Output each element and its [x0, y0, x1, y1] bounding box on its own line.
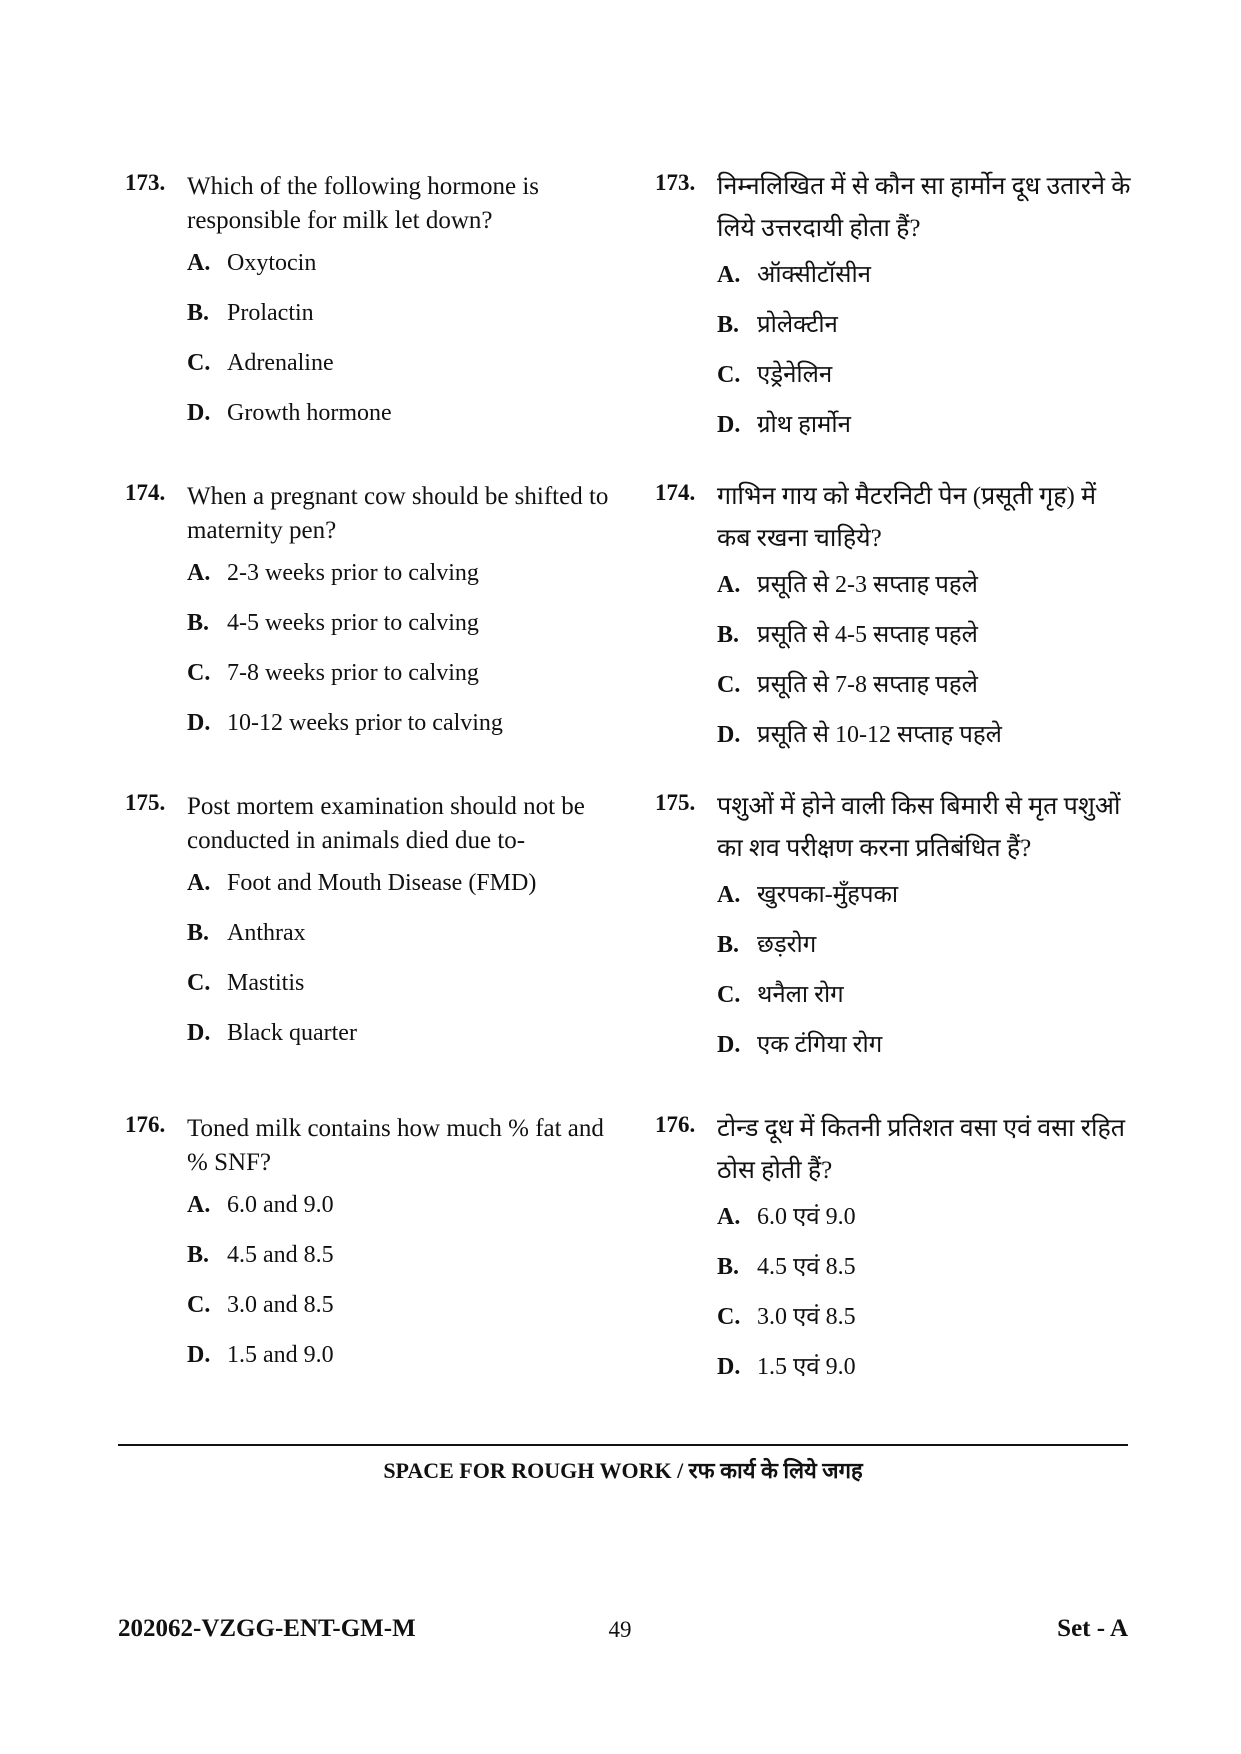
option-letter: B.	[187, 920, 210, 946]
option-a	[717, 260, 1135, 310]
set-label: Set - A	[1057, 1615, 1128, 1642]
question-175-en	[125, 790, 625, 1068]
option-letter: A.	[187, 250, 211, 276]
option-d	[717, 1352, 1135, 1402]
option-c	[717, 670, 1135, 720]
options-list	[655, 880, 1135, 1080]
option-text: Oxytocin	[227, 250, 317, 276]
option-letter: C.	[717, 982, 741, 1008]
option-b	[187, 608, 625, 658]
option-text: प्रसूति से 4-5 सप्ताह पहले	[757, 622, 978, 648]
question-text: Post mortem examination should not be conducted in animals died due to-	[187, 793, 585, 854]
question-174-en	[125, 480, 625, 758]
option-text: Black quarter	[227, 1020, 357, 1046]
option-text: 10-12 weeks prior to calving	[227, 710, 503, 736]
option-letter: D.	[187, 710, 211, 736]
question-number: 173.	[655, 170, 696, 195]
option-c	[187, 348, 625, 398]
option-c	[187, 658, 625, 708]
option-a	[187, 868, 625, 918]
option-letter: A.	[187, 1192, 211, 1218]
option-text: Adrenaline	[227, 350, 334, 376]
option-text: 1.5 एवं 9.0	[757, 1354, 856, 1380]
option-letter: C.	[187, 660, 211, 686]
option-letter: C.	[717, 362, 741, 388]
option-letter: B.	[717, 1254, 740, 1280]
question-number: 176.	[125, 1112, 166, 1137]
option-d	[187, 1340, 625, 1390]
question-text: पशुओं में होने वाली किस बिमारी से मृत पशुओं का शव परीक्षण करना प्रतिबंधित हैं?	[717, 793, 1121, 862]
option-c	[187, 1290, 625, 1340]
option-letter: A.	[717, 1204, 741, 1230]
option-b	[717, 930, 1135, 980]
option-a	[717, 570, 1135, 620]
question-number: 175.	[655, 790, 696, 815]
option-text: Foot and Mouth Disease (FMD)	[227, 870, 537, 896]
option-text: Growth hormone	[227, 400, 392, 426]
option-text: प्रोलेक्टीन	[757, 312, 838, 338]
option-a	[187, 248, 625, 298]
option-text: Mastitis	[227, 970, 305, 996]
option-c	[717, 1302, 1135, 1352]
option-c	[187, 968, 625, 1018]
option-letter: D.	[717, 412, 741, 438]
option-letter: A.	[717, 572, 741, 598]
question-173-hi	[655, 166, 1135, 460]
page-number: 49	[608, 1617, 632, 1642]
option-text: 3.0 एवं 8.5	[757, 1304, 856, 1330]
option-d	[187, 1018, 625, 1068]
options-list	[125, 868, 625, 1068]
option-letter: C.	[717, 1304, 741, 1330]
question-number: 175.	[125, 790, 166, 815]
options-list	[655, 260, 1135, 460]
options-list	[125, 1190, 625, 1390]
option-text: खुरपका-मुँहपका	[757, 882, 899, 908]
option-letter: D.	[717, 1354, 741, 1380]
option-d	[717, 720, 1135, 770]
question-number: 174.	[655, 480, 696, 505]
option-a	[717, 880, 1135, 930]
option-c	[717, 980, 1135, 1030]
option-letter: A.	[717, 262, 741, 288]
option-text: Prolactin	[227, 300, 314, 326]
option-text: प्रसूति से 7-8 सप्ताह पहले	[757, 672, 978, 698]
option-text: 7-8 weeks prior to calving	[227, 660, 479, 686]
option-text: छड़रोग	[757, 932, 817, 958]
option-letter: B.	[187, 1242, 210, 1268]
question-number: 173.	[125, 170, 166, 195]
option-letter: B.	[187, 610, 210, 636]
question-text: निम्नलिखित में से कौन सा हार्मोन दूध उतारने के लिये उत्तरदायी होता हैं?	[717, 173, 1131, 242]
option-text: 6.0 एवं 9.0	[757, 1204, 856, 1230]
option-text: एक टंगिया रोग	[757, 1032, 883, 1058]
option-text: ऑक्सीटॉसीन	[757, 262, 871, 288]
option-letter: D.	[187, 400, 211, 426]
options-list	[655, 570, 1135, 770]
options-list	[655, 1202, 1135, 1402]
option-letter: B.	[717, 932, 740, 958]
option-text: प्रसूति से 2-3 सप्ताह पहले	[757, 572, 978, 598]
paper-code: 202062-VZGG-ENT-GM-M	[118, 1615, 416, 1642]
option-letter: C.	[187, 350, 211, 376]
option-letter: B.	[187, 300, 210, 326]
option-text: 6.0 and 9.0	[227, 1192, 334, 1218]
option-letter: C.	[717, 672, 741, 698]
option-text: 2-3 weeks prior to calving	[227, 560, 479, 586]
question-text: Which of the following hormone is responsible for milk let down?	[187, 173, 540, 234]
question-number: 176.	[655, 1112, 696, 1137]
option-letter: B.	[717, 312, 740, 338]
option-letter: D.	[717, 1032, 741, 1058]
option-text: Anthrax	[227, 920, 306, 946]
option-b	[187, 1240, 625, 1290]
option-b	[717, 1252, 1135, 1302]
question-173-en	[125, 170, 625, 448]
option-d	[717, 1030, 1135, 1080]
option-text: प्रसूति से 10-12 सप्ताह पहले	[757, 722, 1002, 748]
option-letter: D.	[187, 1020, 211, 1046]
option-b	[717, 310, 1135, 360]
question-text: टोन्ड दूध में कितनी प्रतिशत वसा एवं वसा रहित ठोस होती हैं?	[717, 1115, 1125, 1184]
option-text: 1.5 and 9.0	[227, 1342, 334, 1368]
options-list	[125, 558, 625, 758]
option-letter: D.	[717, 722, 741, 748]
option-text: 4-5 weeks prior to calving	[227, 610, 479, 636]
rough-work-label: SPACE FOR ROUGH WORK / रफ कार्य के लिये जगह	[383, 1458, 863, 1483]
option-text: एड्रेनेलिन	[757, 362, 833, 388]
option-text: थनैला रोग	[757, 982, 844, 1008]
option-c	[717, 360, 1135, 410]
option-letter: C.	[187, 1292, 211, 1318]
option-b	[187, 918, 625, 968]
options-list	[125, 248, 625, 448]
question-text: गाभिन गाय को मैटरनिटी पेन (प्रसूती गृह) में कब रखना चाहिये?	[717, 483, 1097, 552]
option-a	[717, 1202, 1135, 1252]
option-a	[187, 558, 625, 608]
question-175-hi	[655, 786, 1135, 1080]
option-letter: B.	[717, 622, 740, 648]
question-174-hi	[655, 476, 1135, 770]
question-176-en	[125, 1112, 625, 1390]
option-d	[187, 708, 625, 758]
option-text: ग्रोथ हार्मोन	[757, 412, 851, 438]
option-b	[187, 298, 625, 348]
option-text: 4.5 एवं 8.5	[757, 1254, 856, 1280]
question-text: When a pregnant cow should be shifted to maternity pen?	[187, 483, 609, 544]
option-letter: A.	[187, 870, 211, 896]
question-number: 174.	[125, 480, 166, 505]
rough-work-divider	[118, 1444, 1128, 1446]
option-d	[717, 410, 1135, 460]
question-text: Toned milk contains how much % fat and % SNF?	[187, 1115, 604, 1176]
option-letter: C.	[187, 970, 211, 996]
option-d	[187, 398, 625, 448]
option-a	[187, 1190, 625, 1240]
question-176-hi	[655, 1108, 1135, 1402]
option-letter: D.	[187, 1342, 211, 1368]
option-letter: A.	[717, 882, 741, 908]
option-b	[717, 620, 1135, 670]
option-text: 3.0 and 8.5	[227, 1292, 334, 1318]
option-text: 4.5 and 8.5	[227, 1242, 334, 1268]
option-letter: A.	[187, 560, 211, 586]
